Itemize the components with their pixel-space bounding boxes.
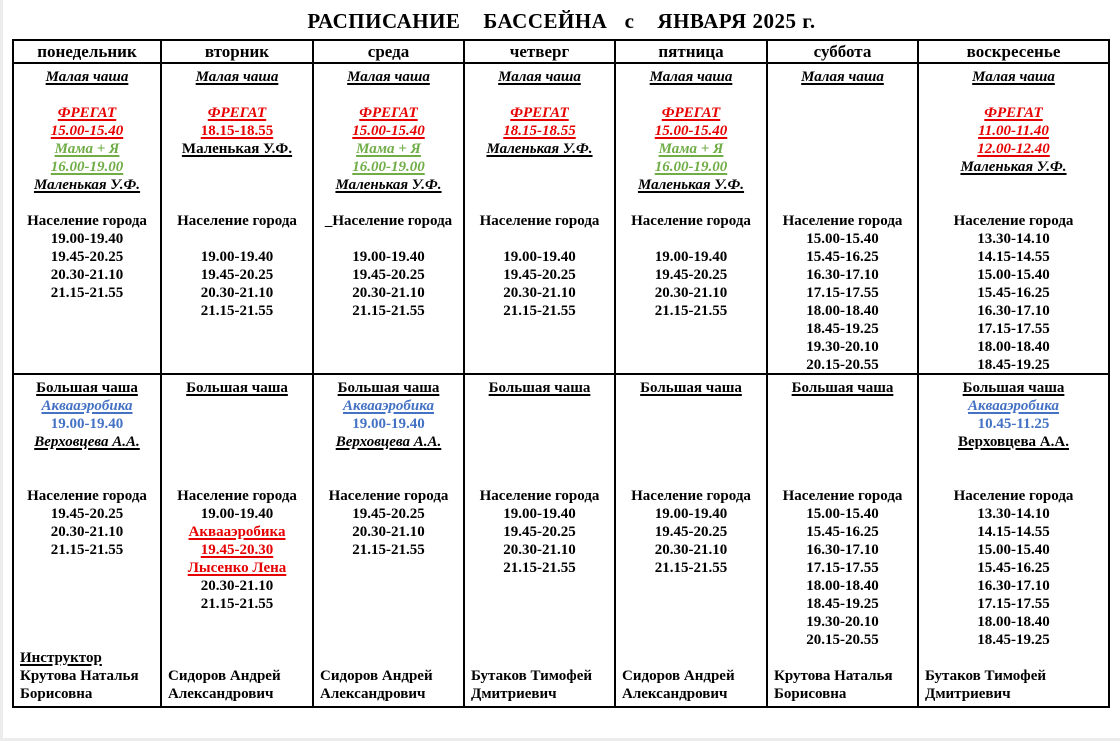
- spacer-line: [770, 86, 915, 104]
- schedule-line: Малая чаша: [498, 69, 581, 85]
- spacer-line: [921, 469, 1106, 487]
- spacer-line: [16, 194, 158, 212]
- malaya-chasha-cell-sunday: [918, 63, 1109, 374]
- schedule-line: Население города: [328, 488, 449, 504]
- schedule-line: 16.30-17.10: [806, 542, 879, 558]
- spacer-line: [16, 469, 158, 487]
- schedule-line: Малая чаша: [801, 69, 884, 85]
- instructor-line: Бутаков Тимофей: [925, 668, 1046, 684]
- malaya-chasha-cell-tuesday: [161, 63, 313, 374]
- schedule-line: 21.15-21.55: [503, 303, 576, 319]
- schedule-line: Население города: [953, 213, 1074, 229]
- schedule-line: 18.15-18.55: [503, 123, 576, 139]
- cell-content: [162, 64, 312, 373]
- schedule-line: 20.30-21.10: [50, 267, 124, 283]
- schedule-line: 21.15-21.55: [50, 285, 124, 301]
- spacer-line: [16, 451, 158, 469]
- schedule-line: ФРЕГАТ: [359, 105, 418, 121]
- weekday-header-row: [13, 40, 1109, 63]
- schedule-line: 17.15-17.55: [977, 596, 1050, 612]
- schedule-line: 19.00-19.40: [503, 249, 576, 265]
- spacer-line: [770, 397, 915, 415]
- schedule-line: 21.15-21.55: [352, 542, 425, 558]
- schedule-line: 14.15-14.55: [977, 524, 1050, 540]
- schedule-line: 19.00-19.40: [654, 249, 728, 265]
- schedule-line: Верховцева А.А.: [335, 434, 442, 450]
- cell-content: [314, 64, 463, 373]
- instructor-line: Инструктор: [20, 650, 102, 666]
- schedule-line: 20.30-21.10: [200, 578, 274, 594]
- spacer-line: [164, 158, 310, 176]
- schedule-line: Население города: [27, 213, 147, 229]
- schedule-line: 21.15-21.55: [200, 303, 274, 319]
- schedule-line: 19.45-20.25: [654, 267, 728, 283]
- schedule-line: Малая чаша: [45, 69, 129, 85]
- instructor-line: Александрович: [622, 686, 728, 702]
- page-title: РАСПИСАНИЕ БАССЕЙНА с ЯНВАРЯ 2025 г.: [307, 9, 816, 33]
- schedule-line: Аквааэробика: [968, 398, 1059, 414]
- schedule-line: 21.15-21.55: [200, 596, 274, 612]
- spacer-line: [467, 86, 612, 104]
- schedule-line: Мама + Я: [658, 141, 724, 157]
- schedule-line: Население города: [479, 488, 600, 504]
- spacer-line: [770, 415, 915, 433]
- spacer-line: [770, 158, 915, 176]
- instructor-line: Крутова Наталья: [20, 668, 139, 684]
- schedule-line: 13.30-14.10: [977, 231, 1050, 247]
- schedule-line: 21.15-21.55: [654, 560, 728, 576]
- schedule-line: 15.00-15.40: [352, 123, 425, 139]
- bolshaya-chasha-cell-wednesday: [313, 374, 464, 707]
- cell-content: [465, 64, 614, 373]
- schedule-line: 17.15-17.55: [806, 560, 879, 576]
- schedule-line: 15.00-15.40: [50, 123, 124, 139]
- schedule-line: Мама + Я: [356, 141, 421, 157]
- schedule-line: ФРЕГАТ: [57, 105, 117, 121]
- spacer-line: [164, 451, 310, 469]
- spacer-line: [467, 451, 612, 469]
- bolshaya-chasha-cell-friday: [615, 374, 767, 707]
- bolshaya-chasha-cell-tuesday: [161, 374, 313, 707]
- spacer-line: [164, 176, 310, 194]
- schedule-line: Маленькая У.Ф.: [960, 159, 1067, 175]
- instructor-block: [16, 649, 158, 703]
- spacer-line: [467, 194, 612, 212]
- spacer-line: [618, 397, 764, 415]
- schedule-line: 18.00-18.40: [806, 578, 879, 594]
- schedule-line: Верховцева А.А.: [34, 434, 140, 450]
- schedule-line: 16.00-19.00: [352, 159, 425, 175]
- spacer-line: [164, 194, 310, 212]
- spacer-line: [921, 451, 1106, 469]
- schedule-line: Население города: [782, 213, 903, 229]
- spacer-line: [467, 158, 612, 176]
- spacer-line: [164, 469, 310, 487]
- schedule-line: 19.00-19.40: [50, 416, 124, 432]
- bolshaya-chasha-cell-saturday: [767, 374, 918, 707]
- spacer-line: [467, 433, 612, 451]
- instructor-block: [316, 667, 461, 703]
- row-malaya-chasha: [13, 63, 1109, 374]
- schedule-line: 18.00-18.40: [977, 614, 1050, 630]
- malaya-chasha-cell-wednesday: [313, 63, 464, 374]
- schedule-line: Лысенко Лена: [187, 560, 287, 576]
- schedule-line: 19.45-20.25: [654, 524, 728, 540]
- spacer-line: [770, 104, 915, 122]
- schedule-line: 12.00-12.40: [977, 141, 1050, 157]
- schedule-line: 20.30-21.10: [503, 285, 576, 301]
- schedule-line: 21.15-21.55: [654, 303, 728, 319]
- spacer-line: [316, 230, 461, 248]
- malaya-chasha-cell-saturday: [767, 63, 918, 374]
- schedule-line: Маленькая У.Ф.: [181, 141, 293, 157]
- schedule-line: 19.30-20.10: [806, 614, 879, 630]
- schedule-line: 19.30-20.10: [806, 339, 879, 355]
- spacer-line: [770, 433, 915, 451]
- schedule-line: Малая чаша: [195, 69, 279, 85]
- schedule-line: 20.30-21.10: [654, 285, 728, 301]
- schedule-line: 15.45-16.25: [977, 560, 1050, 576]
- schedule-line: 15.00-15.40: [654, 123, 728, 139]
- schedule-line: 20.15-20.55: [806, 357, 879, 373]
- schedule-line: 16.30-17.10: [977, 303, 1050, 319]
- cell-content: [616, 375, 766, 706]
- schedule-line: Малая чаша: [347, 69, 430, 85]
- schedule-line: 20.30-21.10: [503, 542, 576, 558]
- spacer-line: [316, 469, 461, 487]
- spacer-line: [618, 86, 764, 104]
- schedule-line: 19.00-19.40: [50, 231, 124, 247]
- instructor-line: Александрович: [168, 686, 274, 702]
- schedule-line: 15.45-16.25: [806, 249, 879, 265]
- schedule-line: Население города: [953, 488, 1074, 504]
- day-header-sunday: воскресенье: [918, 40, 1109, 63]
- schedule-line: 17.15-17.55: [977, 321, 1050, 337]
- schedule-line: 16.00-19.00: [654, 159, 728, 175]
- spacer-line: [770, 140, 915, 158]
- cell-content: [919, 375, 1108, 706]
- schedule-line: 15.45-16.25: [977, 285, 1050, 301]
- schedule-line: 20.30-21.10: [654, 542, 728, 558]
- schedule-line: 20.30-21.10: [200, 285, 274, 301]
- schedule-line: Маленькая У.Ф.: [486, 141, 593, 157]
- schedule-line: 15.45-16.25: [806, 524, 879, 540]
- cell-content: [768, 375, 917, 706]
- schedule-line: Большая чаша: [962, 380, 1065, 396]
- spacer-line: [618, 415, 764, 433]
- schedule-line: ФРЕГАТ: [661, 105, 721, 121]
- schedule-line: 14.15-14.55: [977, 249, 1050, 265]
- schedule-line: Мама + Я: [54, 141, 120, 157]
- malaya-chasha-cell-monday: [13, 63, 161, 374]
- schedule-line: 19.45-20.30: [200, 542, 274, 558]
- schedule-line: Большая чаша: [186, 380, 288, 396]
- schedule-line: _Население города: [324, 213, 453, 229]
- schedule-line: 18.45-19.25: [806, 321, 879, 337]
- schedule-line: 16.00-19.00: [50, 159, 124, 175]
- instructor-line: Борисовна: [20, 686, 93, 702]
- schedule-line: 19.00-19.40: [200, 506, 274, 522]
- spacer-line: [467, 230, 612, 248]
- schedule-line: Население города: [631, 488, 751, 504]
- spacer-line: [164, 86, 310, 104]
- instructor-line: Дмитриевич: [925, 686, 1011, 702]
- schedule-line: 15.00-15.40: [977, 267, 1050, 283]
- spacer-line: [316, 451, 461, 469]
- spacer-line: [164, 397, 310, 415]
- malaya-chasha-cell-friday: [615, 63, 767, 374]
- schedule-line: Аквааэробика: [41, 398, 133, 414]
- schedule-line: 19.45-20.25: [200, 267, 274, 283]
- schedule-line: ФРЕГАТ: [510, 105, 569, 121]
- schedule-line: 19.45-20.25: [50, 249, 124, 265]
- schedule-line: 19.00-19.40: [200, 249, 274, 265]
- cell-content: [162, 375, 312, 706]
- spacer-line: [467, 176, 612, 194]
- schedule-line: 21.15-21.55: [352, 303, 425, 319]
- instructor-line: Крутова Наталья: [774, 668, 893, 684]
- schedule-line: Маленькая У.Ф.: [33, 177, 141, 193]
- day-header-wednesday: среда: [313, 40, 464, 63]
- schedule-line: Маленькая У.Ф.: [335, 177, 442, 193]
- schedule-line: Малая чаша: [972, 69, 1055, 85]
- schedule-line: 18.15-18.55: [200, 123, 274, 139]
- schedule-line: 19.00-19.40: [654, 506, 728, 522]
- schedule-line: ФРЕГАТ: [207, 105, 267, 121]
- schedule-line: 10.45-11.25: [977, 416, 1050, 432]
- schedule-line: 18.45-19.25: [806, 596, 879, 612]
- row-bolshaya-chasha: [13, 374, 1109, 707]
- schedule-line: 20.30-21.10: [352, 285, 425, 301]
- schedule-line: 19.00-19.40: [352, 416, 425, 432]
- schedule-line: Аквааэробика: [188, 524, 286, 540]
- spacer-line: [467, 415, 612, 433]
- spacer-line: [618, 469, 764, 487]
- spacer-line: [316, 86, 461, 104]
- schedule-line: Верховцева А.А.: [958, 434, 1069, 450]
- instructor-line: Бутаков Тимофей: [471, 668, 592, 684]
- spacer-line: [164, 230, 310, 248]
- spacer-line: [921, 176, 1106, 194]
- schedule-line: 18.00-18.40: [977, 339, 1050, 355]
- cell-content: [919, 64, 1108, 373]
- spacer-line: [770, 122, 915, 140]
- cell-content: [14, 64, 160, 373]
- spacer-line: [770, 451, 915, 469]
- schedule-line: Население города: [782, 488, 903, 504]
- schedule-line: 19.00-19.40: [352, 249, 425, 265]
- schedule-line: 18.45-19.25: [977, 357, 1050, 373]
- spacer-line: [770, 469, 915, 487]
- schedule-table: [12, 39, 1110, 708]
- spacer-line: [618, 433, 764, 451]
- spacer-line: [770, 176, 915, 194]
- schedule-line: Население города: [27, 488, 147, 504]
- schedule-line: Большая чаша: [791, 380, 894, 396]
- schedule-line: 20.30-21.10: [50, 524, 124, 540]
- schedule-line: Население города: [479, 213, 600, 229]
- schedule-line: ФРЕГАТ: [984, 105, 1043, 121]
- schedule-line: 16.30-17.10: [977, 578, 1050, 594]
- schedule-line: 20.30-21.10: [352, 524, 425, 540]
- cell-content: [768, 64, 917, 373]
- schedule-line: Большая чаша: [36, 380, 138, 396]
- instructor-line: Сидоров Андрей: [168, 668, 281, 684]
- cell-content: [314, 375, 463, 706]
- schedule-line: 19.45-20.25: [352, 267, 425, 283]
- instructor-block: [770, 667, 915, 703]
- schedule-line: 16.30-17.10: [806, 267, 879, 283]
- bolshaya-chasha-cell-thursday: [464, 374, 615, 707]
- schedule-line: Большая чаша: [337, 380, 440, 396]
- cell-content: [14, 375, 160, 706]
- day-header-monday: понедельник: [13, 40, 161, 63]
- day-header-thursday: четверг: [464, 40, 615, 63]
- instructor-block: [467, 667, 612, 703]
- instructor-line: Борисовна: [774, 686, 847, 702]
- schedule-line: Большая чаша: [488, 380, 591, 396]
- schedule-line: 19.45-20.25: [50, 506, 124, 522]
- spacer-line: [921, 86, 1106, 104]
- schedule-line: 19.45-20.25: [352, 506, 425, 522]
- schedule-line: 20.15-20.55: [806, 632, 879, 648]
- cell-content: [465, 375, 614, 706]
- schedule-line: 21.15-21.55: [503, 560, 576, 576]
- schedule-line: Аквааэробика: [343, 398, 434, 414]
- day-header-saturday: суббота: [767, 40, 918, 63]
- schedule-line: 15.00-15.40: [977, 542, 1050, 558]
- instructor-line: Сидоров Андрей: [320, 668, 433, 684]
- schedule-line: 15.00-15.40: [806, 506, 879, 522]
- instructor-line: Сидоров Андрей: [622, 668, 735, 684]
- schedule-line: 19.45-20.25: [503, 524, 576, 540]
- spacer-line: [618, 230, 764, 248]
- bolshaya-chasha-cell-monday: [13, 374, 161, 707]
- schedule-line: 15.00-15.40: [806, 231, 879, 247]
- spacer-line: [316, 194, 461, 212]
- spacer-line: [16, 86, 158, 104]
- day-header-friday: пятница: [615, 40, 767, 63]
- spacer-line: [618, 451, 764, 469]
- schedule-line: 21.15-21.55: [50, 542, 124, 558]
- schedule-line: 18.45-19.25: [977, 632, 1050, 648]
- spacer-line: [467, 397, 612, 415]
- spacer-line: [770, 194, 915, 212]
- schedule-line: Население города: [631, 213, 751, 229]
- spacer-line: [164, 415, 310, 433]
- schedule-line: Маленькая У.Ф.: [637, 177, 745, 193]
- malaya-chasha-cell-thursday: [464, 63, 615, 374]
- schedule-line: Население города: [177, 213, 297, 229]
- schedule-line: 13.30-14.10: [977, 506, 1050, 522]
- instructor-line: Дмитриевич: [471, 686, 557, 702]
- cell-content: [616, 64, 766, 373]
- instructor-line: Александрович: [320, 686, 426, 702]
- schedule-line: Население города: [177, 488, 297, 504]
- bolshaya-chasha-cell-sunday: [918, 374, 1109, 707]
- instructor-block: [921, 667, 1106, 703]
- schedule-line: 18.00-18.40: [806, 303, 879, 319]
- spacer-line: [618, 194, 764, 212]
- day-header-tuesday: вторник: [161, 40, 313, 63]
- schedule-line: Большая чаша: [640, 380, 742, 396]
- schedule-line: 19.00-19.40: [503, 506, 576, 522]
- spacer-line: [921, 194, 1106, 212]
- instructor-block: [164, 667, 310, 703]
- schedule-line: Малая чаша: [649, 69, 733, 85]
- instructor-block: [618, 667, 764, 703]
- spacer-line: [467, 469, 612, 487]
- spacer-line: [164, 433, 310, 451]
- schedule-line: 17.15-17.55: [806, 285, 879, 301]
- schedule-line: 19.45-20.25: [503, 267, 576, 283]
- schedule-line: 11.00-11.40: [978, 123, 1049, 139]
